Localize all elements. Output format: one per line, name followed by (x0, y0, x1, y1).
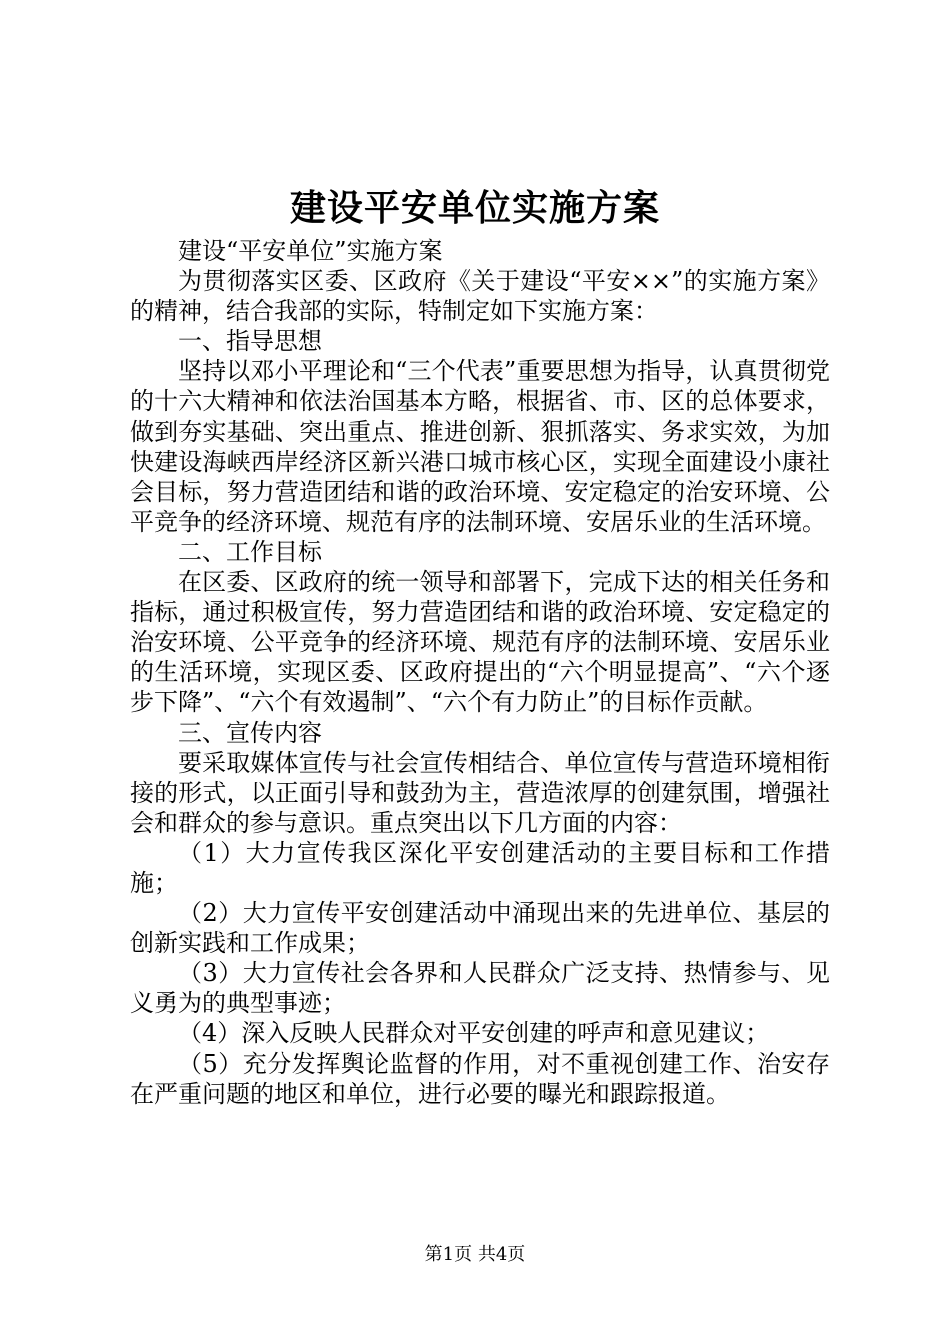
section-heading-work-goals: 二、工作目标 (178, 537, 322, 566)
document-title: 建设平安单位实施方案 (289, 187, 660, 229)
list-item-1: （1）大力宣传我区深化平安创建活动的主要目标和工作措施； (130, 838, 830, 897)
paragraph-subtitle: 建设“平安单位”实施方案 (178, 237, 443, 265)
list-item-5: （5）充分发挥舆论监督的作用，对不重视创建工作、治安存在严重问题的地区和单位，进行必要的曝光和跟踪报道。 (130, 1049, 830, 1108)
list-item-2: （2）大力宣传平安创建活动中涌现出来的先进单位、基层的创新实践和工作成果； (130, 899, 830, 958)
paragraph-intro: 为贯彻落实区委、区政府《关于建设“平安××”的实施方案》的精神，结合我部的实际，特制定如下实施方案： (130, 267, 830, 326)
page-number-footer: 第1页 共4页 (424, 1244, 526, 1265)
section-heading-publicity-content: 三、宣传内容 (178, 718, 322, 747)
list-item-4: （4）深入反映人民群众对平安创建的呼声和意见建议； (178, 1019, 770, 1048)
document-body (130, 236, 830, 1109)
section-heading-guiding-ideology: 一、指导思想 (178, 327, 322, 356)
paragraph-publicity-content: 要采取媒体宣传与社会宣传相结合、单位宣传与营造环境相衔接的形式，以正面引导和鼓劲为主，营造浓厚的创建氛围，增强社会和群众的参与意识。重点突出以下几方面的内容： (130, 748, 830, 837)
list-item-3: （3）大力宣传社会各界和人民群众广泛支持、热情参与、见义勇为的典型事迹； (130, 959, 830, 1018)
paragraph-work-goals: 在区委、区政府的统一领导和部署下，完成下达的相关任务和指标，通过积极宣传，努力营造团结和谐的政治环境、安定稳定的治安环境、公平竞争的经济环境、规范有序的法制环境、安居乐业的生活环境，实现区委、区政府提出的“六个明显提高”、“六个逐步下降”、“六个有效遏制”、“六个有力防止”的目标作贡献。 (130, 568, 830, 717)
paragraph-guiding-ideology: 坚持以邓小平理论和“三个代表”重要思想为指导，认真贯彻党的十六大精神和依法治国基本方略，根据省、市、区的总体要求，做到夯实基础、突出重点、推进创新、狠抓落实、务求实效，为加快建设海峡西岸经济区新兴港口城市核心区，实现全面建设小康社会目标，努力营造团结和谐的政治环境、安定稳定的治安环境、公平竞争的经济环境、规范有序的法制环境、安居乐业的生活环境。 (130, 357, 830, 536)
